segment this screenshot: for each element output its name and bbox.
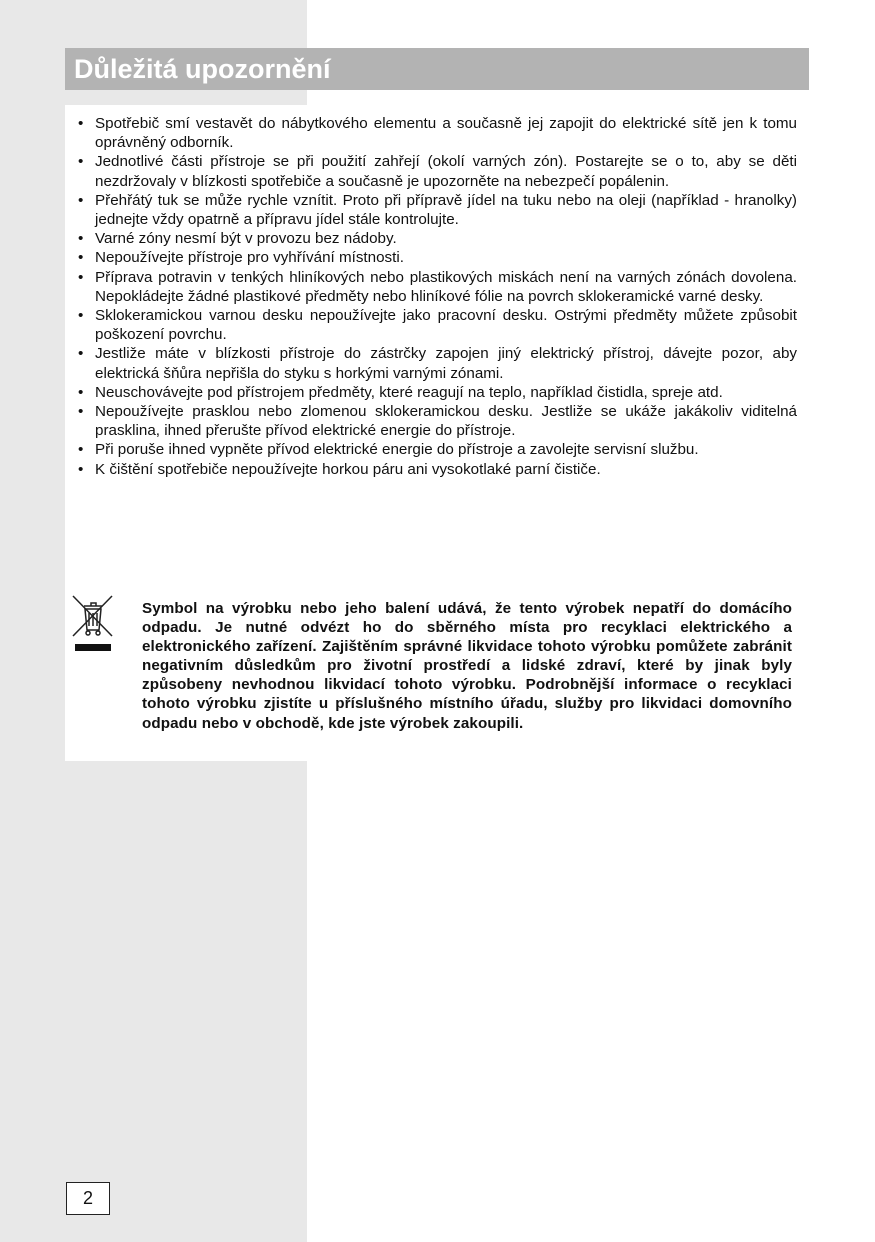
- list-item: [73, 440, 797, 459]
- bullet-icon: •: [78, 115, 84, 132]
- list-item-text: Jestliže máte v blízkosti přístroje do zástrčky zapojen jiný elektrický přístroj, dávejte pozor, aby elektrická šňůra nepřišla do styku s horkými varnými zónami.: [95, 345, 797, 382]
- list-item-text: Jednotlivé části přístroje se při použití zahřejí (okolí varných zón). Postarejte se o to, aby se děti nezdržovaly v blízkosti spotřebiče a současně je upozorněte na nebezpečí popálenin.: [95, 153, 797, 190]
- crossed-out-wheelie-bin-icon: [71, 592, 115, 656]
- bullet-icon: •: [78, 307, 84, 325]
- bullet-icon: •: [78, 383, 84, 401]
- section-title: Důležitá upozornění: [74, 54, 331, 84]
- list-item: [73, 114, 797, 152]
- bullet-icon: •: [78, 249, 84, 267]
- list-item: [73, 460, 797, 479]
- list-item-text: K čištění spotřebiče nepoužívejte horkou páru ani vysokotlaké parní čističe.: [95, 460, 601, 478]
- bullet-icon: •: [78, 403, 84, 421]
- bullet-icon: •: [78, 268, 84, 286]
- list-item: [73, 268, 797, 306]
- bullet-icon: •: [78, 460, 84, 478]
- page-number: 2: [66, 1182, 110, 1215]
- list-item: [73, 248, 797, 267]
- list-item: [73, 344, 797, 382]
- list-item-text: Při poruše ihned vypněte přívod elektrické energie do přístroje a zavolejte servisní službu.: [95, 441, 699, 459]
- list-item: [73, 402, 797, 440]
- list-item: [73, 383, 797, 402]
- list-item-text: Sklokeramickou varnou desku nepoužívejte jako pracovní desku. Ostrými předměty můžete způsobit poškození povrchu.: [95, 307, 797, 344]
- list-item-text: Přehřátý tuk se může rychle vznítit. Proto při přípravě jídel na tuku nebo na oleji (například - hranolky) jednejte vždy opatrně a přípravu jídel stále kontrolujte.: [95, 191, 797, 229]
- list-item: [73, 306, 797, 344]
- list-item: [73, 191, 797, 229]
- bullet-icon: •: [78, 153, 84, 171]
- list-item-text: Příprava potravin v tenkých hliníkových nebo plastikových miskách není na varných zónách dovolena. Nepokládejte žádné plastikové předměty nebo hliníkové fólie na povrch sklokeramické varné desky.: [95, 268, 797, 305]
- bullet-icon: •: [78, 191, 84, 209]
- bullet-icon: •: [78, 230, 84, 248]
- list-item-text: Neuschovávejte pod přístrojem předměty, které reagují na teplo, například čistidla, spreje atd.: [95, 383, 723, 401]
- list-item: [73, 229, 797, 248]
- bullet-icon: •: [78, 345, 84, 363]
- warnings-list: [73, 114, 797, 479]
- list-item-text: Varné zóny nesmí být v provozu bez nádoby.: [95, 230, 397, 248]
- list-item-text: Nepoužívejte prasklou nebo zlomenou sklokeramickou desku. Jestliže se ukáže jakákoliv viditelná prasklina, ihned přerušte přívod elektrické energie do přístroje.: [95, 403, 797, 440]
- bullet-icon: •: [78, 441, 84, 459]
- section-title-bar: [65, 48, 809, 90]
- recycling-notice: Symbol na výrobku nebo jeho balení udává, že tento výrobek nepatří do domácího odpadu. Je nutné odvézt ho do sběrného místa pro recyklaci elektrického a elektronického zařízení. Zajištěním správné likvidace tohoto výrobku pomůžete zabránit negativním důsledkům pro životní prostředí a lidské zdraví, které by jinak byly způsobeny nevhodnou likvidací tohoto výrobku. Podrobnější informace o recyklaci tohoto výrobku zjistíte u příslušného místního úřadu, služby pro likvidaci domovního odpadu nebo v obchodě, kde jste výrobek zakoupili.: [142, 600, 792, 732]
- list-item: [73, 152, 797, 190]
- list-item-text: Spotřebič smí vestavět do nábytkového elementu a současně jej zapojit do elektrické sítě jen k tomu oprávněný odborník.: [95, 115, 797, 152]
- list-item-text: Nepoužívejte přístroje pro vyhřívání místnosti.: [95, 249, 404, 267]
